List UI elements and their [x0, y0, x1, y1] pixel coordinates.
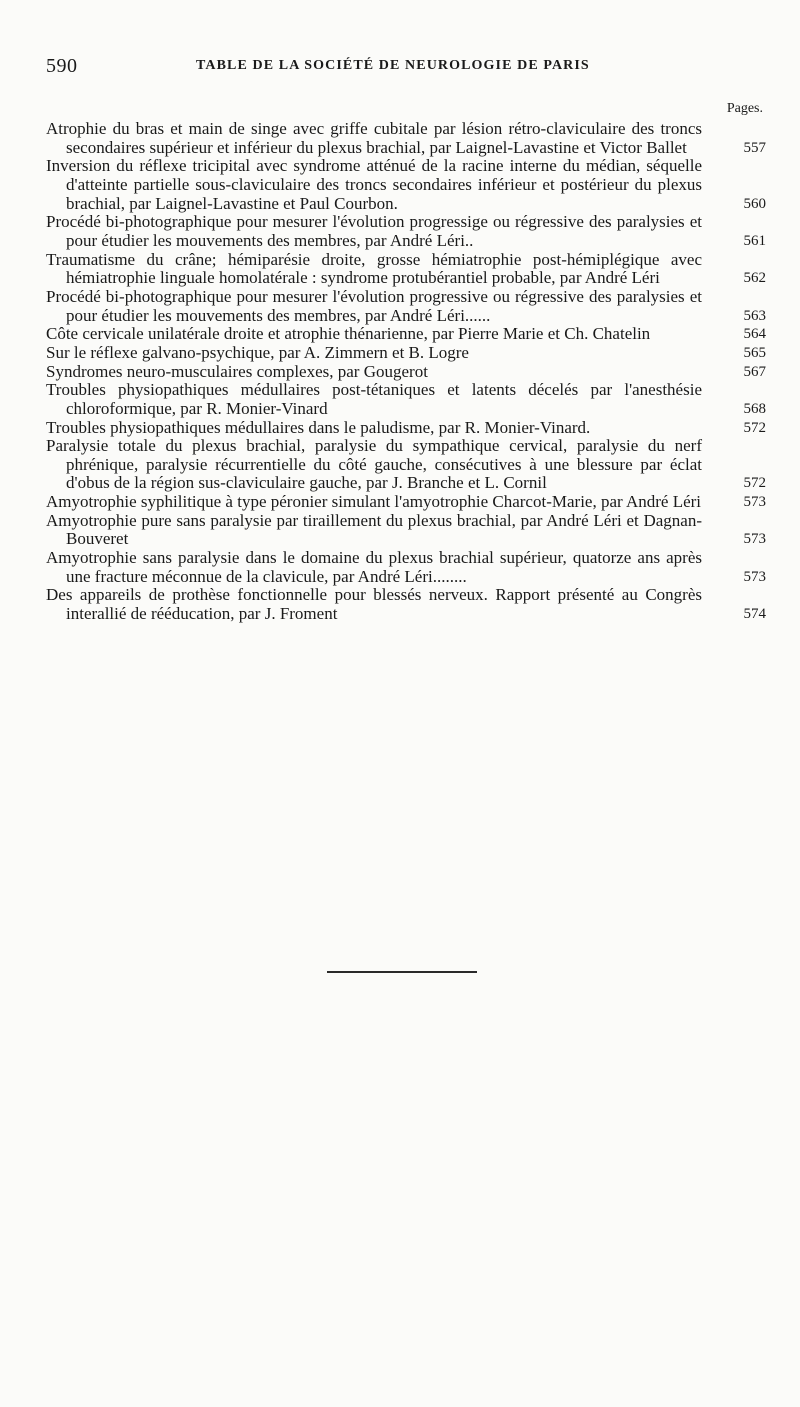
toc-entry [46, 157, 768, 213]
toc-entry-text: Paralysie totale du plexus brachial, paralysie du sympathique cervical, paralysie du nerf phrénique, paralysie récurrentielle du côté gauche, consécutives à une blessure par éclat d'obus de la région sus-claviculaire gauche, par J. Branche et L. Cornil [46, 436, 702, 493]
toc-entry-page: 560 [743, 195, 766, 212]
toc-entry-page: 574 [743, 606, 766, 623]
toc-entry-page: 572 [743, 475, 766, 492]
toc-entry-text: Procédé bi-photographique pour mesurer l'évolution progressive ou régressive des paralysies et pour étudier les mouvements des membres, par André Léri...... [46, 286, 702, 325]
toc-entry-page: 563 [743, 307, 766, 324]
toc-entry-page: 568 [743, 400, 766, 417]
toc-entry-page: 561 [743, 232, 766, 249]
toc-entry-page: 573 [743, 568, 766, 585]
table-of-contents [46, 120, 768, 624]
toc-entry [46, 120, 768, 157]
toc-entry [46, 363, 768, 382]
toc-entry [46, 419, 768, 438]
toc-entry [46, 251, 768, 288]
toc-entry-text: Amyotrophie sans paralysie dans le domaine du plexus brachial supérieur, quatorze ans après une fracture méconnue de la clavicule, par André Léri........ [46, 548, 702, 586]
toc-entry [46, 325, 768, 344]
toc-entry-page: 567 [743, 363, 766, 380]
toc-entry-page: 565 [743, 344, 766, 361]
toc-entry [46, 344, 768, 363]
toc-entry-text: Amyotrophie pure sans paralysie par tiraillement du plexus brachial, par André Léri et Dagnan-Bouveret [46, 510, 702, 549]
toc-entry-text: Sur le réflexe galvano-psychique, par A. Zimmern et B. Logre [46, 342, 469, 362]
page-number: 590 [46, 55, 78, 77]
toc-entry-page: 572 [743, 419, 766, 436]
toc-entry-text: Syndromes neuro-musculaires complexes, par Gougerot [46, 361, 428, 381]
toc-entry-page: 562 [743, 270, 766, 287]
toc-entry-page: 564 [743, 326, 766, 343]
toc-entry [46, 381, 768, 418]
toc-entry [46, 493, 768, 512]
toc-entry-text: Procédé bi-photographique pour mesurer l'évolution progressige ou régressive des paralysies et pour étudier les mouvements des membres, par André Léri.. [46, 212, 702, 250]
toc-entry [46, 437, 768, 493]
toc-entry [46, 549, 768, 586]
pages-column-label: Pages. [726, 101, 763, 116]
toc-entry [46, 586, 768, 623]
toc-entry [46, 213, 768, 250]
toc-entry-page: 573 [743, 531, 766, 548]
toc-entry-page: 573 [743, 494, 766, 511]
section-divider [327, 971, 477, 973]
toc-entry-text: Amyotrophie syphilitique à type péronier simulant l'amyotrophie Charcot-Marie, par André Léri [46, 492, 702, 512]
toc-entry-text: Côte cervicale unilatérale droite et atrophie thénarienne, par Pierre Marie et Ch. Chatelin [46, 324, 651, 344]
toc-entry-text: Troubles physiopathiques médullaires post-tétaniques et latents décelés par l'anesthésie chloroformique, par R. Monier-Vinard [46, 380, 702, 418]
toc-entry-text: Troubles physiopathiques médullaires dans le paludisme, par R. Monier-Vinard. [46, 417, 591, 437]
toc-entry-text: Traumatisme du crâne; hémiparésie droite, grosse hémiatrophie post-hémiplégique avec hémiatrophie linguale homolatérale : syndrome protubérantiel probable, par André Léri [46, 249, 702, 288]
page-header [46, 55, 762, 81]
toc-entry-text: Inversion du réflexe tricipital avec syndrome atténué de la racine interne du médian, séquelle d'atteinte partielle sous-claviculaire des troncs secondaires inférieur et postérieur du plexus brachial, par Laignel-Lavastine et Paul Courbon. [46, 156, 702, 213]
running-title: TABLE DE LA SOCIÉTÉ DE NEUROLOGIE DE PARIS [196, 58, 590, 73]
toc-entry-text: Des appareils de prothèse fonctionnelle pour blessés nerveux. Rapport présenté au Congrès interallié de rééducation, par J. Froment [46, 585, 702, 624]
toc-entry-page: 557 [743, 139, 766, 156]
toc-entry [46, 512, 768, 549]
toc-entry-text: Atrophie du bras et main de singe avec griffe cubitale par lésion rétro-claviculaire des troncs secondaires supérieur et inférieur du plexus brachial, par Laignel-Lavastine et Victor Ballet [46, 119, 702, 157]
toc-entry [46, 288, 768, 325]
